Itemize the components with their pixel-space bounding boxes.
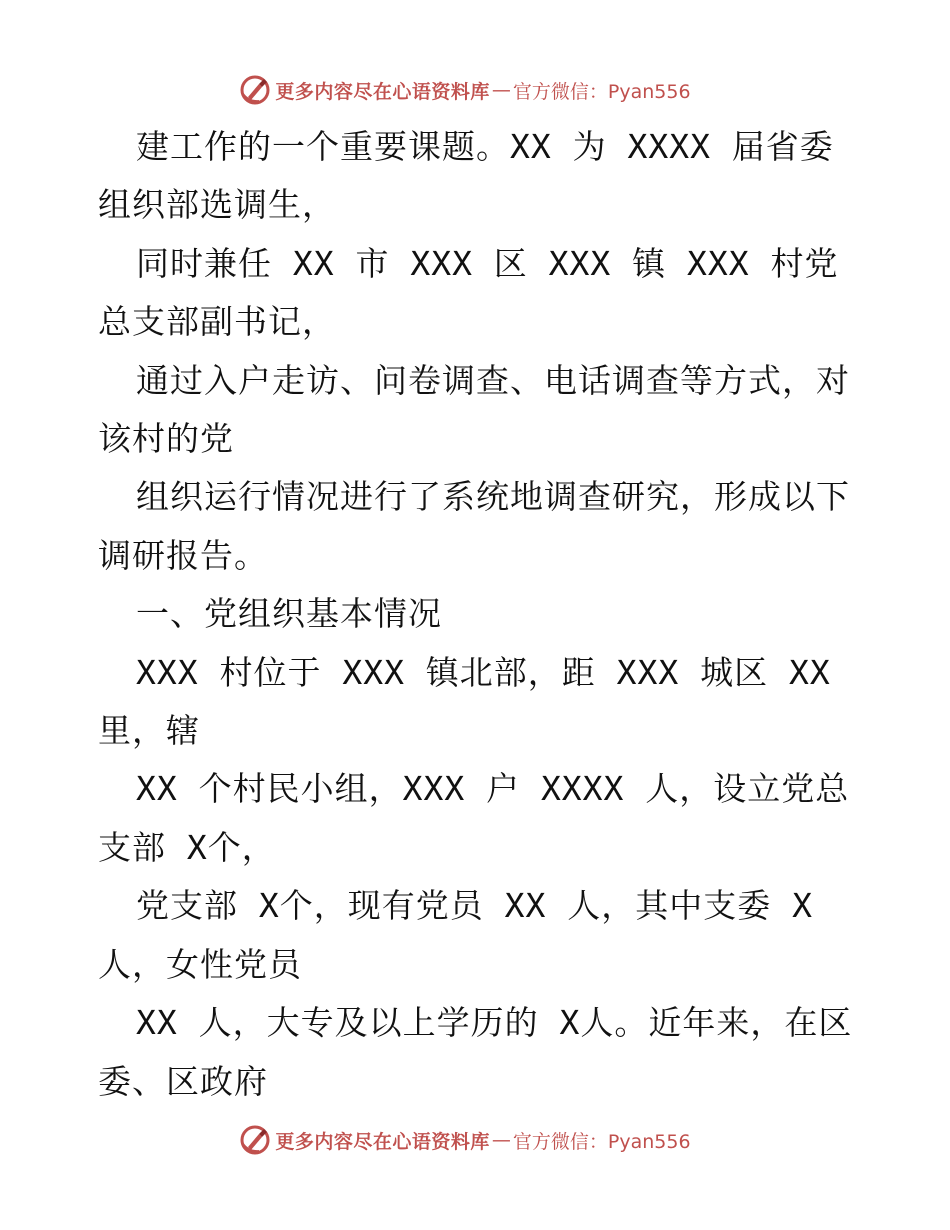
document-body [98, 118, 858, 1111]
footer-banner [0, 1120, 950, 1160]
body-line-2: 同时兼任 XX 市 XXX 区 XXX 镇 XXX 村党总支部副书记， [98, 243, 839, 342]
header-banner-wechat: 官方微信：Pyan556 [512, 80, 691, 103]
body-line-7: XX 个村民小组，XXX 户 XXXX 人，设立党总支部 X个， [98, 769, 850, 867]
footer-banner-wechat: 官方微信：Pyan556 [512, 1130, 691, 1153]
body-line-1: 建工作的一个重要课题。XX 为 XXXX 届省委组织部选调生， [98, 127, 834, 225]
header-banner-content[interactable] [239, 74, 690, 106]
header-banner-text: 更多内容尽在心语资料库 [275, 80, 490, 103]
body-line-3: 通过入户走访、问卷调查、电话调查等方式，对该村的党 [98, 360, 850, 459]
pen-in-circle-icon [239, 74, 271, 106]
header-banner [0, 70, 950, 110]
section-heading: 一、党组织基本情况 [136, 594, 442, 634]
body-line-9: XX 人，大专及以上学历的 X人。近年来，在区委、区政府 [98, 1003, 853, 1101]
footer-banner-content[interactable] [239, 1124, 690, 1156]
body-line-4: 组织运行情况进行了系统地调查研究，形成以下调研报告。 [98, 477, 850, 575]
pen-in-circle-icon [239, 1124, 271, 1156]
footer-banner-text: 更多内容尽在心语资料库 [275, 1130, 490, 1153]
body-line-8: 党支部 X个，现有党员 XX 人，其中支委 X 人，女性党员 [98, 886, 813, 984]
footer-banner-separator: — [491, 1129, 511, 1151]
body-line-6: XXX 村位于 XXX 镇北部，距 XXX 城区 XX 里，辖 [98, 652, 831, 751]
header-banner-separator: — [491, 79, 511, 101]
